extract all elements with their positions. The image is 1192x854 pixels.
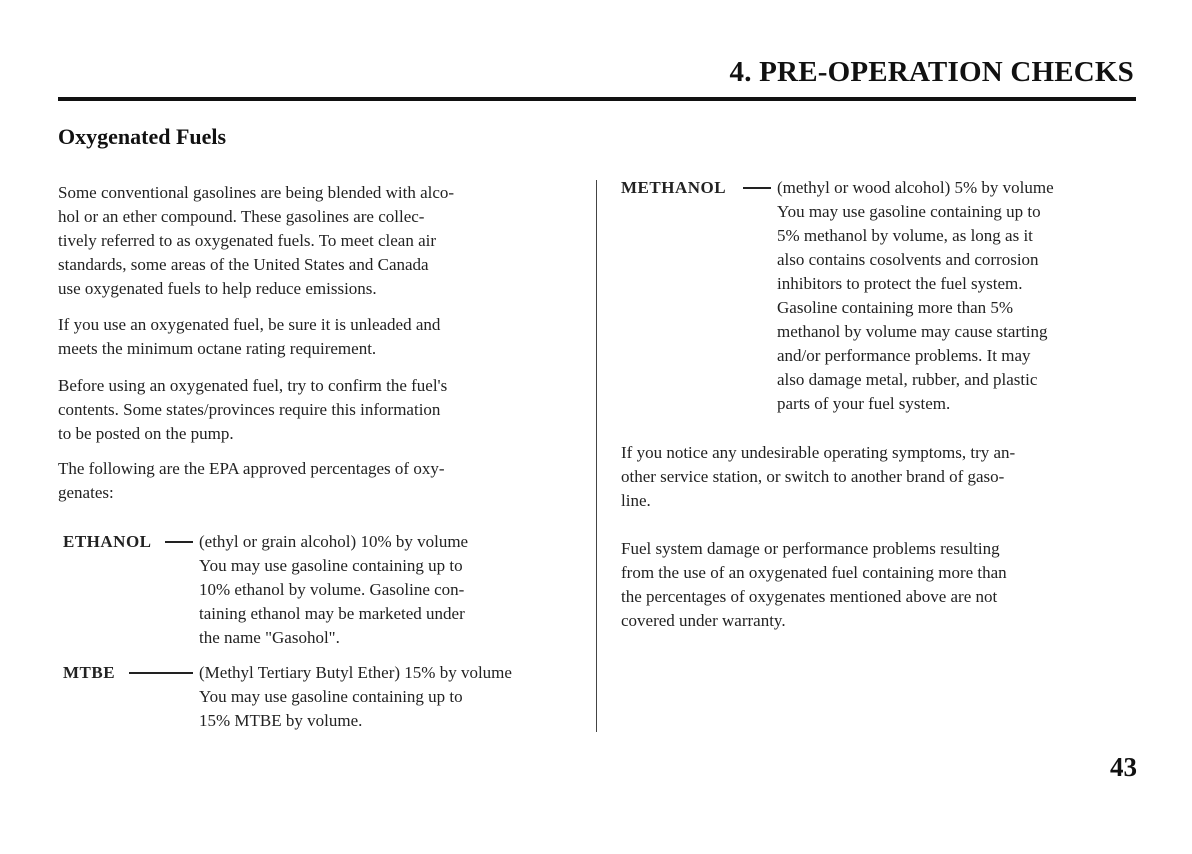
ethanol-dash [165, 541, 193, 543]
ethanol-term: ETHANOL [63, 532, 152, 551]
methanol-term: METHANOL [621, 178, 727, 197]
epa-paragraph: The following are the EPA approved percentages of oxy- genates: [58, 459, 445, 502]
ethanol-description: (ethyl or grain alcohol) 10% by volume You may use gasoline containing up to 10% ethanol by volume. Gasoline con- taining ethanol may be marketed under the name "Gasohol". [199, 532, 469, 647]
mtbe-term: MTBE [63, 663, 116, 682]
intro-paragraph: Some conventional gasolines are being blended with alco- hol or an ether compound. These gasolines are collec- tively referred to as oxygenated fuels. To meet clean air standards, some areas of the United States and Canada use oxygenated fuels to help reduce emissions. [58, 183, 455, 298]
unleaded-paragraph: If you use an oxygenated fuel, be sure it is unleaded and meets the minimum octane rating requirement. [58, 315, 441, 358]
methanol-description: (methyl or wood alcohol) 5% by volume You may use gasoline containing up to 5% methanol by volume, as long as it also contains cosolvents and corrosion inhibitors to protect the fuel system. Gasoline containing more than 5% methanol by volume may cause starting and/or performance problems. It may also damage metal, rubber, and plastic parts of your fuel system. [777, 178, 1054, 413]
mtbe-entry [63, 661, 573, 735]
title-rule [58, 97, 1136, 101]
warranty-paragraph: Fuel system damage or performance problems resulting from the use of an oxygenated fuel containing more than the percentages of oxygenates mentioned above are not covered under warranty. [621, 539, 1007, 630]
chapter-title: 4. PRE-OPERATION CHECKS [729, 56, 1134, 88]
methanol-entry [621, 176, 1121, 420]
methanol-dash [743, 187, 771, 189]
page-number: 43 [1110, 752, 1137, 782]
section-heading: Oxygenated Fuels [58, 124, 227, 149]
symptoms-paragraph: If you notice any undesirable operating symptoms, try an- other service station, or switch to another brand of gaso- line. [621, 443, 1016, 510]
ethanol-entry [63, 530, 563, 652]
mtbe-description: (Methyl Tertiary Butyl Ether) 15% by volume You may use gasoline containing up to 15% MTBE by volume. [199, 663, 512, 730]
confirm-paragraph: Before using an oxygenated fuel, try to confirm the fuel's contents. Some states/provinces require this information to be posted on the pump. [58, 376, 448, 443]
column-divider [596, 180, 597, 732]
mtbe-dash [129, 672, 193, 674]
